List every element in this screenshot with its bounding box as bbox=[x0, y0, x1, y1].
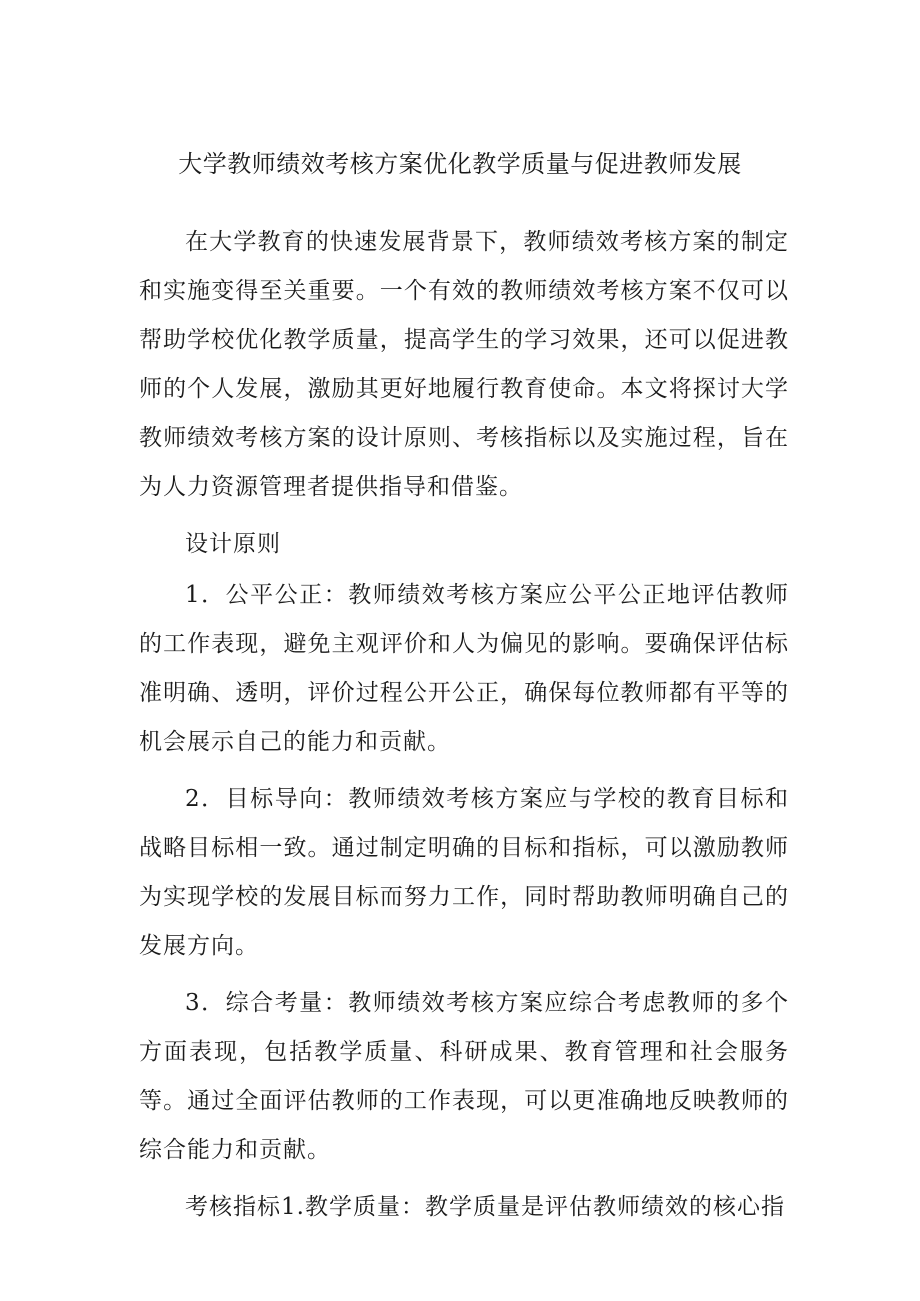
section-heading-design-principles: 设计原则 bbox=[185, 531, 281, 557]
intro-paragraph: 在大学教育的快速发展背景下，教师绩效考核方案的制定和实施变得至关重要。一个有效的教师绩效考核方案不仅可以帮助学校优化教学质量，提高学生的学习效果，还可以促进教师的个人发展，激励其更好地履行教育使命。本文将探讨大学教师绩效考核方案的设计原则、考核指标以及实施过程，旨在为人力资源管理者提供指导和借鉴。 bbox=[139, 229, 789, 500]
indicators-paragraph: 考核指标1.教学质量：教学质量是评估教师绩效的核心指 bbox=[185, 1194, 785, 1220]
principle-paragraph-1: 1．公平公正：教师绩效考核方案应公平公正地评估教师的工作表现，避免主观评价和人为偏见的影响。要确保评估标准明确、透明，评价过程公开公正，确保每位教师都有平等的机会展示自己的能力和贡献。 bbox=[139, 582, 789, 755]
document-body bbox=[139, 218, 789, 1240]
principle-paragraph-2: 2．目标导向：教师绩效考核方案应与学校的教育目标和战略目标相一致。通过制定明确的目标和指标，可以激励教师为实现学校的发展目标而努力工作，同时帮助教师明确自己的发展方向。 bbox=[139, 786, 789, 959]
principle-paragraph-3: 3．综合考量：教师绩效考核方案应综合考虑教师的多个方面表现，包括教学质量、科研成果、教育管理和社会服务等。通过全面评估教师的工作表现，可以更准确地反映教师的综合能力和贡献。 bbox=[139, 990, 789, 1163]
document-title: 大学教师绩效考核方案优化教学质量与促进教师发展 bbox=[178, 150, 742, 178]
